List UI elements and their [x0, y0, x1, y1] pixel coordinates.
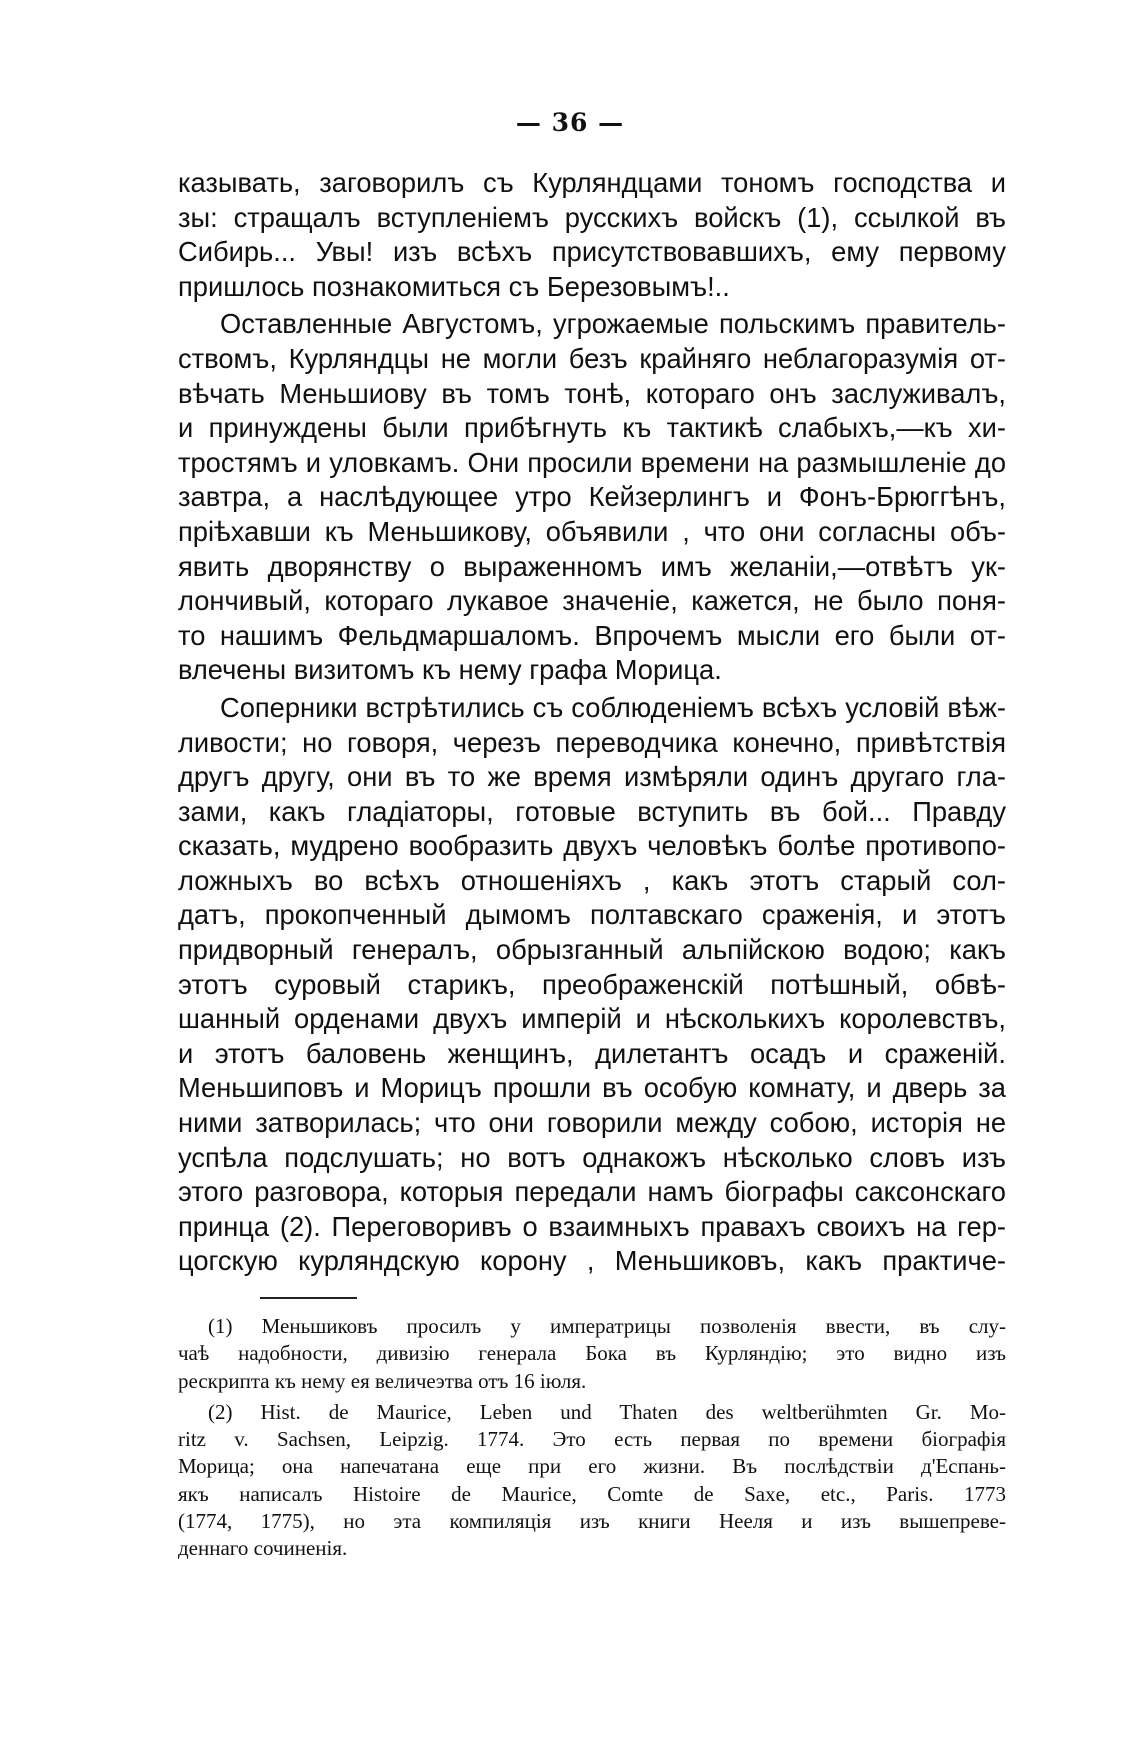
text-line: и этотъ баловень женщинъ, дилетантъ осадъ и сраженій. — [178, 1037, 1006, 1069]
paragraph-3 — [178, 691, 1006, 1279]
footnote-line: якъ написалъ Histoire de Maurice, Comte de Saxe, etc., Paris. 1773 — [178, 1481, 1006, 1506]
text-line: сказать, мудрено вообразить двухъ человѣкъ болѣе противопо- — [178, 830, 1006, 862]
text-line: пришлось познакомиться съ Березовымъ!.. — [178, 270, 730, 302]
text-line: Соперники встрѣтились съ соблюденіемъ всѣхъ условій вѣж- — [220, 691, 1006, 723]
text-line: принца (2). Переговоривъ о взаимныхъ правахъ своихъ на гер- — [178, 1210, 1006, 1242]
text-line: зы: стращалъ вступленіемъ русскихъ войскъ (1), ссылкой въ — [178, 201, 1006, 233]
text-line: лончивый, котораго лукавое значеніе, кажется, не было поня- — [178, 585, 1006, 617]
footnote-divider — [260, 1297, 357, 1299]
text-line: и принуждены были прибѣгнуть къ тактикѣ слабыхъ,—къ хи- — [178, 412, 1006, 444]
footnotes — [178, 1313, 1006, 1563]
footnote-line: ritz v. Sachsen, Leipzig. 1774. Это есть первая по времени біографія — [178, 1427, 1006, 1452]
text-line: датъ, прокопченный дымомъ полтавскаго сраженія, и этотъ — [178, 899, 1006, 931]
text-line: шанный орденами двухъ имперій и нѣсколькихъ королевствъ, — [178, 1003, 1006, 1035]
text-line: Меньшиповъ и Морицъ прошли въ особую комнату, и дверь за — [178, 1072, 1006, 1104]
footnote-line: деннаго сочиненія. — [178, 1536, 348, 1561]
paragraph-1 — [178, 166, 1006, 304]
text-line: успѣла подслушать; но вотъ однакожъ нѣсколько словъ изъ — [178, 1141, 1006, 1173]
text-line: Сибирь... Увы! изъ всѣхъ присутствовавшихъ, ему первому — [178, 236, 1006, 268]
text-line: ложныхъ во всѣхъ отношеніяхъ , какъ этотъ старый сол- — [178, 864, 1006, 896]
text-line: этого разговора, которыя передали намъ біографы саксонскаго — [178, 1176, 1006, 1208]
text-line: тростямъ и уловкамъ. Они просили времени на размышленіе до — [178, 446, 1006, 478]
text-line: Оставленные Августомъ, угрожаемые польскимъ правитель- — [220, 308, 1006, 340]
text-line: другъ другу, они въ то же время измѣряли одинъ другаго гла- — [178, 761, 1006, 793]
text-line: придворный генералъ, обрызганный альпійскою водою; какъ — [178, 934, 1006, 966]
text-line: ливости; но говоря, черезъ переводчика конечно, привѣтствія — [178, 726, 1006, 758]
text-line: явить дворянству о выраженномъ имъ желаніи,—отвѣтъ ук- — [178, 550, 1006, 582]
footnote-line: (2) Hist. de Maurice, Leben und Thaten des weltberühmten Gr. Mo- — [208, 1399, 1006, 1424]
text-line: влечены визитомъ къ нему графа Морица. — [178, 654, 722, 686]
text-line: ствомъ, Курляндцы не могли безъ крайняго неблагоразумія от- — [178, 342, 1006, 374]
footnote-line: (1774, 1775), но эта компиляція изъ книги Неeля и изъ вышепреве- — [178, 1509, 1006, 1534]
text-line: этотъ суровый старикъ, преображенскій потѣшный, обвѣ- — [178, 968, 1006, 1000]
text-line: ними затворилась; что они говорили между собою, исторія не — [178, 1107, 1006, 1139]
main-text — [178, 166, 1006, 1279]
footnote-line: (1) Меньшиковъ просилъ у императрицы позволенія ввести, въ слу- — [208, 1314, 1006, 1338]
footnote-1 — [178, 1313, 1006, 1395]
paragraph-2 — [178, 307, 1006, 688]
footnote-2 — [178, 1399, 1006, 1563]
text-line: вѣчать Меньшиову въ томъ тонѣ, котораго онъ заслуживалъ, — [178, 377, 1006, 409]
text-line: завтра, а наслѣдующее утро Кейзерлингъ и Фонъ-Брюггѣнъ, — [178, 481, 1006, 513]
text-line: зами, какъ гладіаторы, готовые вступить въ бой... Правду — [178, 795, 1006, 827]
text-line: казывать, заговорилъ съ Курляндцами тономъ господства и — [178, 167, 1006, 198]
page-number: — 36 — — [515, 108, 625, 137]
text-line: то нашимъ Фельдмаршаломъ. Впрочемъ мысли его были от- — [178, 619, 1006, 651]
footnote-line: Морица; она напечатана еще при его жизни. Въ послѣдствіи д'Еспань- — [178, 1454, 1006, 1479]
text-line: пріѣхавши къ Меньшикову, объявили , что они согласны объ- — [178, 515, 1006, 547]
footnote-line: чаѣ надобности, дивизію генерала Бока въ Курляндію; это видно изъ — [178, 1341, 1006, 1366]
text-line: цогскую курляндскую корону , Меньшиковъ, какъ практиче- — [178, 1245, 1006, 1277]
footnote-line: рескрипта къ нему ея величеэтва отъ 16 іюля. — [178, 1368, 587, 1393]
